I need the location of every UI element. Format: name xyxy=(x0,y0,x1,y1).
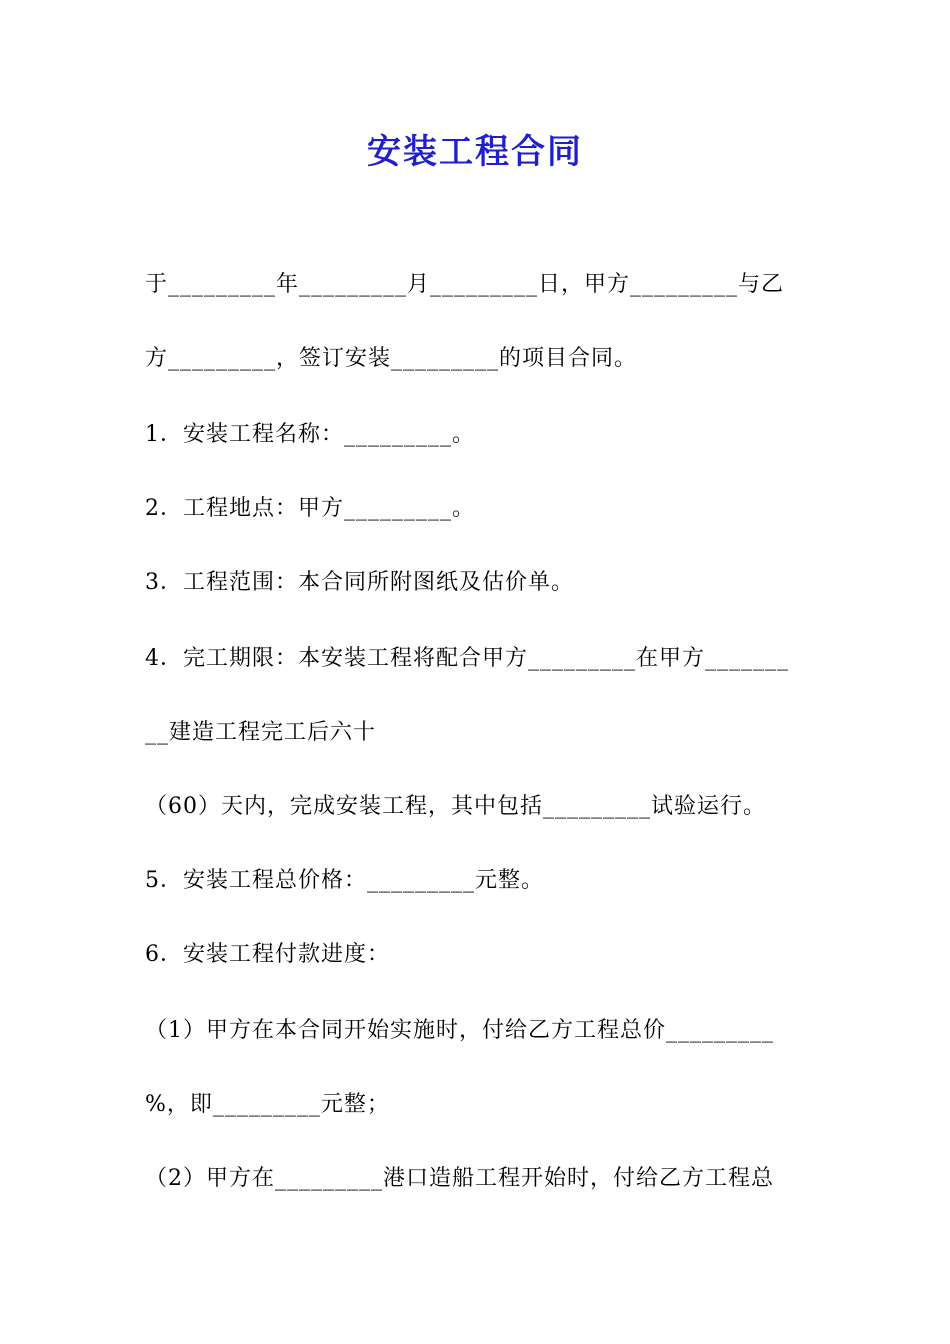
clause-line: 4．完工期限：本安装工程将配合甲方_________在甲方_______ xyxy=(145,646,789,671)
clause-line: 1．安装工程名称：_________。 xyxy=(145,422,475,447)
clause-line: __建造工程完工后六十 xyxy=(145,720,377,745)
document-title: 安装工程合同 xyxy=(367,132,583,172)
paragraph-line: 方_________，签订安装_________的项目合同。 xyxy=(145,346,638,371)
sub-clause-line: %，即_________元整； xyxy=(145,1092,390,1117)
paragraph-line: 于_________年_________月_________日，甲方_________与乙 xyxy=(145,272,785,297)
clause-line: 2．工程地点：甲方_________。 xyxy=(145,496,475,521)
clause-line: 6．安装工程付款进度： xyxy=(145,942,390,967)
clause-line: 3．工程范围：本合同所附图纸及估价单。 xyxy=(145,570,574,595)
clause-line: （60）天内，完成安装工程，其中包括_________试验运行。 xyxy=(145,794,766,819)
sub-clause-line: （1）甲方在本合同开始实施时，付给乙方工程总价_________ xyxy=(145,1018,774,1043)
sub-clause-line: （2）甲方在_________港口造船工程开始时，付给乙方工程总 xyxy=(145,1166,774,1191)
clause-line: 5．安装工程总价格：_________元整。 xyxy=(145,868,544,893)
